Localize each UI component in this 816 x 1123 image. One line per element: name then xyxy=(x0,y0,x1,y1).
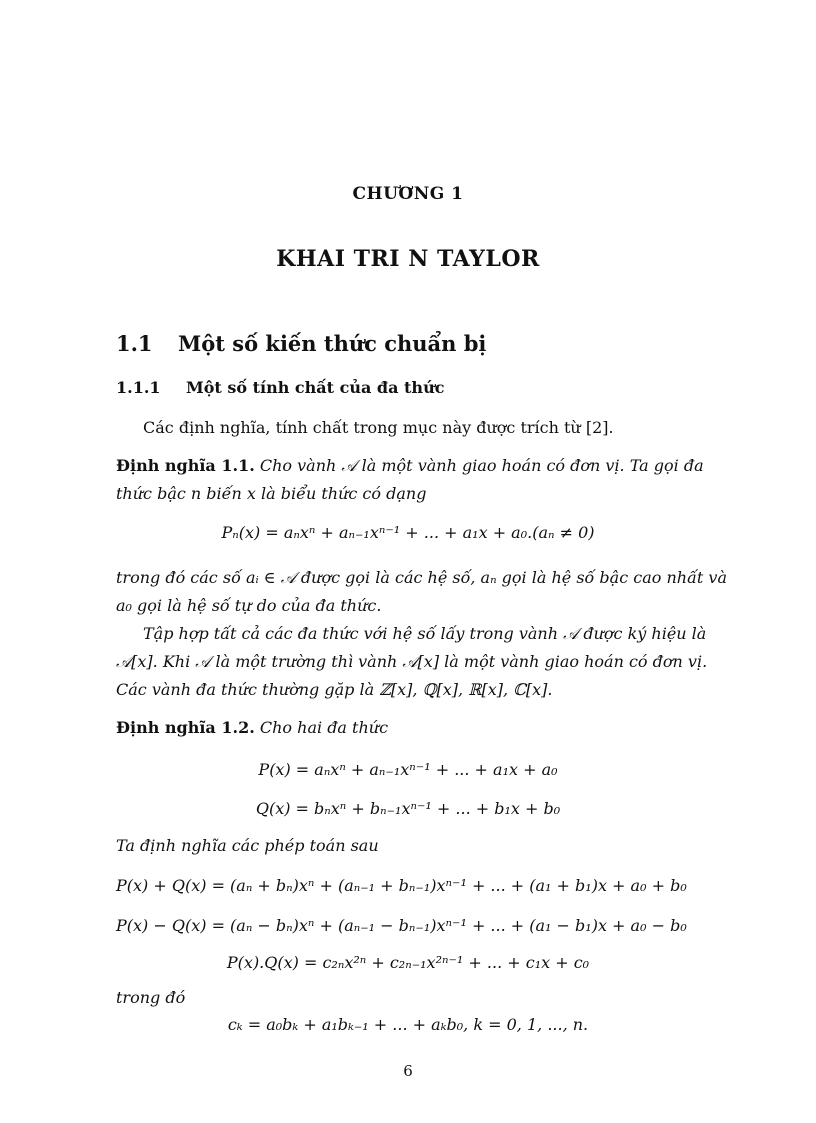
subsection-number: 1.1.1 xyxy=(116,378,161,397)
intro-paragraph: Các định nghĩa, tính chất trong mục này được trích từ [2]. xyxy=(143,418,614,437)
subsection-heading xyxy=(116,378,816,397)
equation-product: P(x).Q(x) = c₂ₙx²ⁿ + c₂ₙ₋₁x²ⁿ⁻¹ + ... + c₁x + c₀ xyxy=(226,953,590,972)
para2-line3: Các vành đa thức thường gặp là ℤ[x], ℚ[x], ℝ[x], ℂ[x]. xyxy=(116,680,553,699)
definition-1-1-line2: thức bậc n biến x là biểu thức có dạng xyxy=(116,484,427,503)
para2-line1: Tập hợp tất cả các đa thức với hệ số lấy trong vành 𝒜 được ký hiệu là xyxy=(143,624,707,643)
definition-1-1-after2: a₀ gọi là hệ số tự do của đa thức. xyxy=(116,596,382,615)
section-number: 1.1 xyxy=(116,331,153,356)
equation-difference: P(x) − Q(x) = (aₙ − bₙ)xⁿ + (aₙ₋₁ − bₙ₋₁)xⁿ⁻¹ + ... + (a₁ − b₁)x + a₀ − b₀ xyxy=(116,916,687,935)
where-text: trong đó xyxy=(116,988,186,1007)
definition-1-1-after1: trong đó các số aᵢ ∈ 𝒜 được gọi là các hệ số, aₙ gọi là hệ số bậc cao nhất và xyxy=(116,568,727,587)
definition-1-1 xyxy=(116,452,740,508)
equation-sum: P(x) + Q(x) = (aₙ + bₙ)xⁿ + (aₙ₋₁ + bₙ₋₁)xⁿ⁻¹ + ... + (a₁ + b₁)x + a₀ + b₀ xyxy=(116,876,687,895)
para2-line2: 𝒜[x]. Khi 𝒜 là một trường thì vành 𝒜[x] là một vành giao hoán có đơn vị. xyxy=(116,652,708,671)
definition-1-2-text: Cho hai đa thức xyxy=(259,718,389,737)
polynomial-ring-paragraph xyxy=(116,620,740,704)
chapter-title: KHAI TRI N TAYLOR xyxy=(276,246,540,272)
section-title: Một số kiến thức chuẩn bị xyxy=(178,331,487,356)
operations-intro: Ta định nghĩa các phép toán sau xyxy=(116,836,379,855)
subsection-title: Một số tính chất của đa thức xyxy=(186,378,445,397)
chapter-label: CHƯƠNG 1 xyxy=(352,184,464,204)
equation-ck: cₖ = a₀bₖ + a₁bₖ₋₁ + ... + aₖb₀, k = 0, 1, ..., n. xyxy=(227,1015,589,1034)
equation-p: P(x) = aₙxⁿ + aₙ₋₁xⁿ⁻¹ + ... + a₁x + a₀ xyxy=(258,760,558,779)
page-number: 6 xyxy=(403,1062,413,1080)
definition-1-1-explanation xyxy=(116,564,740,620)
equation-q: Q(x) = bₙxⁿ + bₙ₋₁xⁿ⁻¹ + ... + b₁x + b₀ xyxy=(255,799,561,818)
definition-1-1-label: Định nghĩa 1.1. xyxy=(116,456,255,475)
section-heading xyxy=(116,331,816,356)
definition-1-2 xyxy=(116,714,740,742)
definition-1-1-line1: Cho vành 𝒜 là một vành giao hoán có đơn vị. Ta gọi đa xyxy=(259,456,704,475)
equation-pn: Pₙ(x) = aₙxⁿ + aₙ₋₁xⁿ⁻¹ + ... + a₁x + a₀.(aₙ ≠ 0) xyxy=(221,523,595,542)
definition-1-2-label: Định nghĩa 1.2. xyxy=(116,718,255,737)
